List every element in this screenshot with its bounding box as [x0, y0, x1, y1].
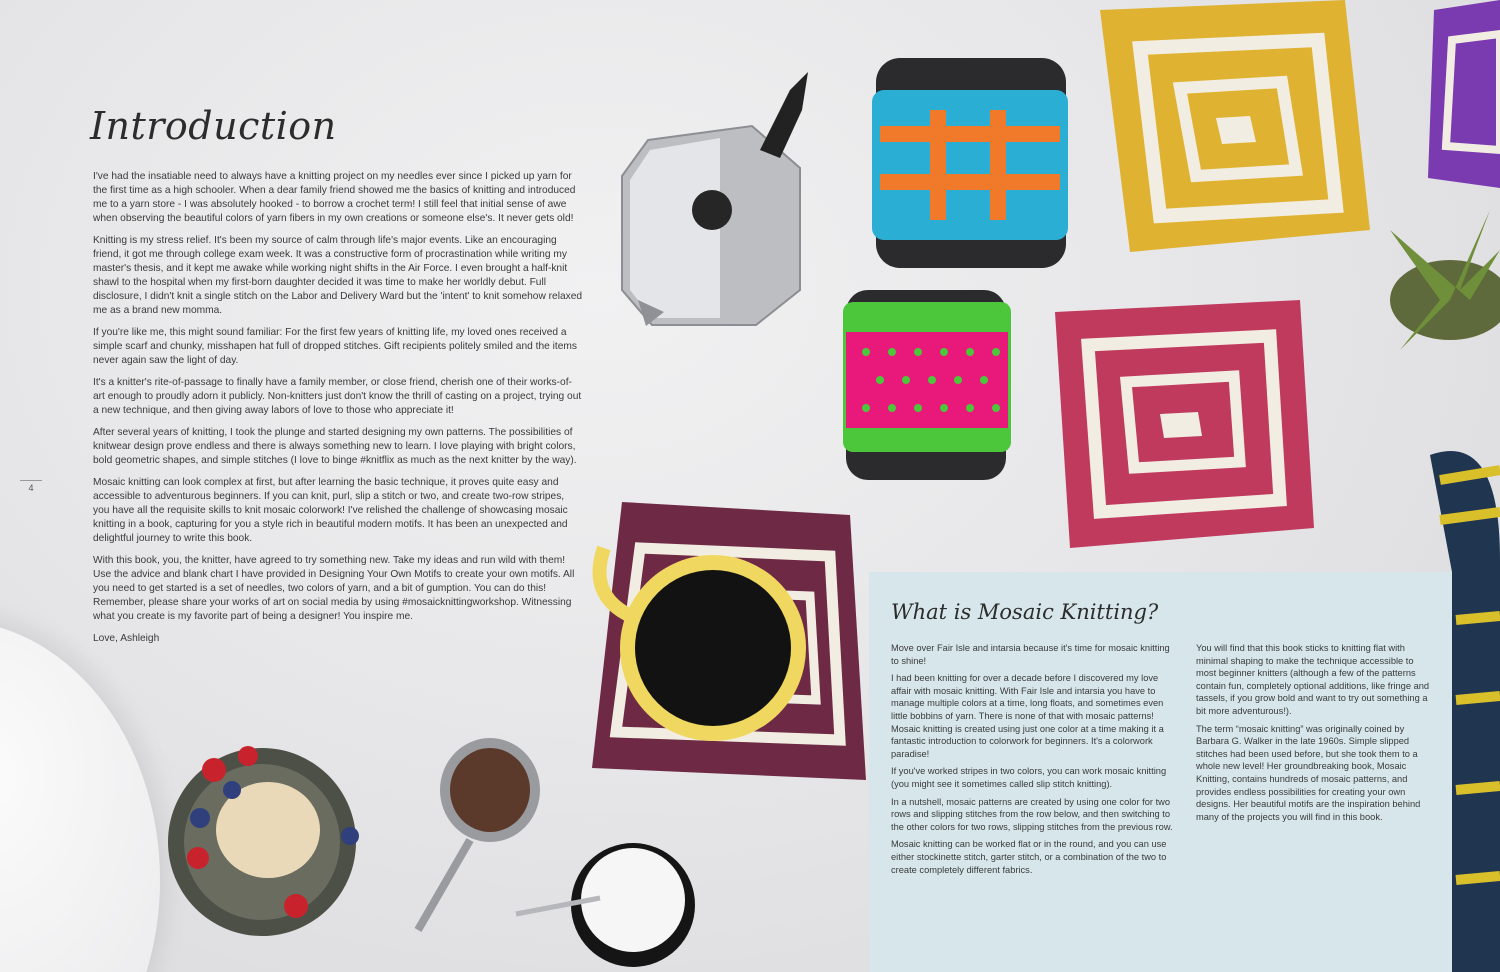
intro-paragraph: With this book, you, the knitter, have agreed to try something new. Take my ideas and run wild with them! Use the advice and blank chart I have provided in Designing Your Own Motifs to create your own motifs. All you need to get started is a set of needles, two colors of yarn, and a bit of gumption. You can do this! Remember, please share your works of art on social media by using #mosaicknittingworkshop. Witnessing what you create is my favorite part of being a designer! You inspire me. [93, 555, 575, 622]
sidebar-paragraph: If you've worked stripes in two colors, you can work mosaic knitting (you might see it sometimes called slip stitch knitting). [891, 766, 1167, 789]
intro-paragraph: After several years of knitting, I took the plunge and started designing my own patterns. The possibilities of knitwear design prove endless and there is always something new to learn. I love playing with bright colors, bold geometric shapes, and simple stitches (I love to binge #knitflix as much as the next knitter by the way). [93, 427, 577, 466]
sidebar-title: What is Mosaic Knitting? [891, 600, 1159, 624]
sidebar-paragraph: You will find that this book sticks to knitting flat with minimal shaping to make the technique accessible to most beginner knitters (although a few of the patterns contain fun, completely optional additions, like fringe and tassels, if you grow bold and want to try out something a bit more adventurous!). [1196, 643, 1430, 716]
plum-coaster-with-coffee-image [592, 502, 866, 780]
turquoise-mug-cozy-image [872, 58, 1068, 268]
intro-paragraph: Mosaic knitting can look complex at first, but after learning the basic technique, it proves quite easy and accessible to adventurous beginners. If you can knit, purl, slip a stitch or two, and create two-row stripes, you have all the requisite skills to knit mosaic colorwork! I've relished the challenge of showcasing mosaic knitting in a book, capturing for you a style rich in beautiful modern motifs. It has been an unexpected and delightful journey to write this book. [93, 477, 568, 544]
sidebar-paragraph: The term “mosaic knitting” was originally coined by Barbara G. Walker in the late 1960s. Simple slipped stitches had been used before, but she took them to a whole new level! Her groundbreaking book, Mosaic Knitting, contains hundreds of mosaic patterns, and provides endless possibilities for creating your own designs. Her beautiful motifs are the inspiration behind many of the projects you will find in this book. [1196, 723, 1421, 822]
intro-paragraph: If you're like me, this might sound familiar: For the first few years of knitting life, my loved ones received a simple scarf and chunky, misshapen hat full of dropped stitches. Gift recipients politely smiled and the items never again saw the light of day. [93, 327, 577, 366]
intro-paragraph: It's a knitter's rite-of-passage to finally have a family member, or close friend, cherish one of their works-of-art enough to proudly adorn it publicly. Non-knitters just don't know the thrill of casting on a project, trying out a new technique, and then giving away labors of love to those who appreciate it! [93, 377, 582, 416]
intro-paragraph: I've had the insatiable need to always have a knitting project on my needles ever since I picked up yarn for the first time as a high schooler. When a dear family friend showed me the basics of knitting and introduced me to a yarn store - I was absolutely hooked - to borrow a crochet term! I still feel that initial sense of awe when observing the beautiful colors of yarn fibers in my own creations or someone else's. It never gets old! [93, 171, 576, 224]
intro-paragraph: Knitting is my stress relief. It's been my source of calm through life's major events. Like an encouraging friend, it got me through college exam week. It was a constructive form of procrastination while writing my master's thesis, and it kept me awake while working night shifts in the Air Force. I even brought a half-knit shawl to the hospital when my first-born daughter decided it was time to make her worldly debut. Full disclosure, I didn't knit a single stitch on the Labor and Delivery Ward but the 'intent' to knit somehow relaxed me as a brand new momma. [93, 235, 583, 316]
purple-coaster-image [1428, 0, 1500, 188]
sidebar-paragraph: Move over Fair Isle and intarsia because it's time for mosaic knitting to shine! [891, 643, 1170, 666]
coffee-pot-image [622, 72, 808, 326]
page-number: 4 [20, 480, 42, 493]
mosaic-knitting-sidebar [869, 572, 1452, 972]
succulent-image [1390, 210, 1500, 350]
sidebar-paragraph: Mosaic knitting can be worked flat or in the round, and you can use either stockinette stitch, garter stitch, or a combination of the two to create completely different fabrics. [891, 839, 1167, 875]
mustard-coaster-image [1100, 0, 1370, 252]
sugar-bowl-image [516, 843, 695, 967]
intro-body [93, 170, 583, 654]
raspberry-coaster-image [1055, 300, 1314, 548]
intro-title: Introduction [90, 104, 337, 148]
tea-strainer-image [418, 738, 540, 930]
sidebar-paragraph: I had been knitting for over a decade before I discovered my love affair with mosaic knitting. With Fair Isle and intarsia you have to manage multiple colors at a time, long floats, and sometimes even little bobbins of yarn. There is none of that with mosaic patterns! Mosaic knitting is created using just one color at a time making it a fantastic introduction to colorwork for beginners. It's a colorwork paradise! [891, 673, 1164, 759]
sidebar-paragraph: In a nutshell, mosaic patterns are created by using one color for two rows and slipping stitches from the row below, and then switching to the other colors for two rows, slipping stitches from the previous row. [891, 796, 1173, 832]
sidebar-right-column [1196, 642, 1436, 828]
pink-mug-cozy-image [843, 290, 1011, 480]
intro-signoff: Love, Ashleigh [93, 633, 160, 644]
bowl-with-pastry-image [168, 746, 359, 936]
sidebar-left-column [891, 642, 1173, 881]
